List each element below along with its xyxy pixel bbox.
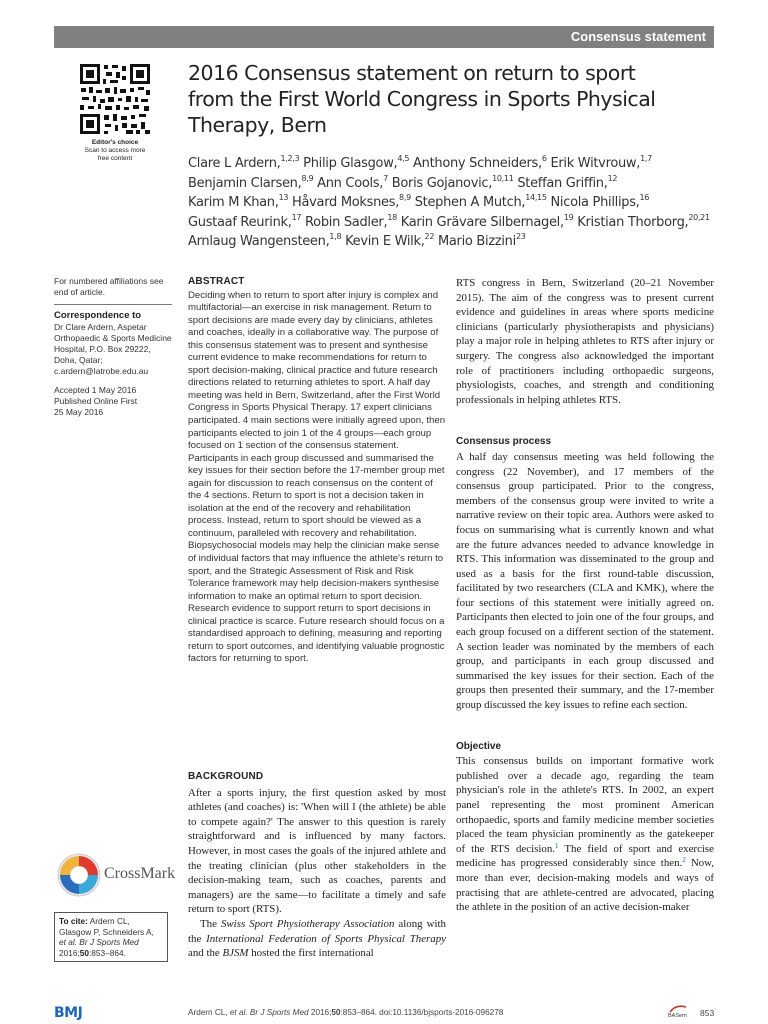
author-affiliation-ref[interactable]: 18 bbox=[387, 212, 397, 222]
basem-logo bbox=[668, 1004, 688, 1020]
author-affiliation-ref[interactable]: 19 bbox=[563, 212, 574, 222]
author-name: Stephen A Mutch, bbox=[414, 195, 526, 210]
correspondence-email[interactable]: c.ardern@latrobe.edu.au bbox=[54, 366, 149, 376]
qr-caption bbox=[62, 139, 168, 163]
affiliations-note: For numbered affiliations see end of article. bbox=[54, 276, 164, 297]
author-affiliation-ref[interactable]: 6 bbox=[541, 154, 547, 163]
author-affiliation-ref[interactable]: 1,7 bbox=[640, 154, 652, 163]
author-affiliation-ref[interactable]: 4,5 bbox=[397, 154, 410, 163]
author-list bbox=[188, 154, 716, 252]
article-title bbox=[188, 60, 708, 138]
section-banner bbox=[54, 26, 714, 48]
author-name: Karim M Khan, bbox=[188, 195, 279, 210]
author-name: Håvard Moksnes, bbox=[292, 195, 400, 210]
author-name: Robin Sadler, bbox=[305, 214, 388, 230]
basem-swoosh-icon bbox=[668, 1004, 688, 1013]
bmj-logo[interactable]: BMJ bbox=[54, 1005, 83, 1021]
citation-box: To cite: Ardern CL, Glasgow P, Schneiders A, et al. Br J Sports Med 2016;50:853–864. bbox=[54, 912, 168, 962]
reference-link[interactable]: 1 bbox=[555, 841, 559, 850]
page-number: 853 bbox=[700, 1008, 715, 1018]
intro-paragraph: RTS congress in Bern, Switzerland (20–21 November 2015). The aim of the congress was to present current evidence and guidelines in areas where sports medicine clinicians (particularly physiotherapists and physicians) play a major role in helping athletes to RTS after injury or surgery. The congress also acknowledged the important role of practitioners including orthopaedic surgeons, physiologists, coaches, and strength and conditioning professionals in helping athletes RTS. bbox=[456, 277, 714, 406]
background-paragraph: After a sports injury, the first question asked by most athletes (and coaches) is: 'When will I (the athlete) be able to compete again?' The answer to this question is rarely straightforward and is influenced by many factors. However, in most cases the goals of the injured athlete and the treating clinician (plus other stakeholders in the decision-making team, such as coaches, parents and managers) are the same—to facilitate a timely and safe return to sport (RTS). bbox=[188, 786, 446, 916]
abstract-heading: ABSTRACT bbox=[188, 276, 245, 287]
reference-link[interactable]: 2 bbox=[682, 856, 686, 865]
article-sidebar bbox=[54, 276, 172, 418]
qr-code-icon[interactable] bbox=[78, 62, 152, 136]
author-name: Boris Gojanovic, bbox=[391, 175, 493, 191]
divider bbox=[54, 304, 172, 305]
banner-label: Consensus statement bbox=[570, 29, 706, 44]
author-name: Arnlaug Wangensteen, bbox=[188, 234, 330, 249]
basem-logo-text: BASem bbox=[668, 1013, 687, 1019]
author-affiliation-ref[interactable]: 8,9 bbox=[301, 173, 314, 183]
author-affiliation-ref[interactable]: 22 bbox=[424, 232, 435, 241]
author-affiliation-ref[interactable]: 13 bbox=[278, 193, 289, 202]
author-affiliation-ref[interactable]: 16 bbox=[639, 193, 650, 202]
date-line: 25 May 2016 bbox=[54, 407, 104, 417]
consensus-process-heading: Consensus process bbox=[456, 436, 552, 448]
author-name: Benjamin Clarsen, bbox=[188, 175, 302, 191]
crossmark-icon bbox=[56, 852, 102, 898]
author-name: Kevin E Wilk, bbox=[345, 234, 425, 249]
correspondence-line: Hospital, P.O. Box 29222, bbox=[54, 344, 151, 354]
author-name: Gustaaf Reurink, bbox=[188, 214, 292, 230]
author-affiliation-ref[interactable]: 23 bbox=[515, 232, 526, 241]
author-name: Erik Witvrouw, bbox=[550, 156, 641, 171]
correspondence-line: Dr Clare Ardern, Aspetar bbox=[54, 322, 147, 332]
author-affiliation-ref[interactable]: 14,15 bbox=[525, 193, 547, 202]
background-section bbox=[188, 770, 446, 961]
author-affiliation-ref[interactable]: 1,2,3 bbox=[280, 154, 300, 163]
correspondence-title: Correspondence to bbox=[54, 310, 142, 321]
author-name: Karin Grävare Silbernagel, bbox=[400, 214, 564, 230]
author-name: Clare L Ardern, bbox=[188, 156, 281, 171]
correspondence-line: Doha, Qatar; bbox=[54, 355, 103, 365]
qr-caption-line: Scan to access more bbox=[84, 147, 146, 154]
citation-label: To cite: bbox=[59, 916, 88, 926]
author-affiliation-ref[interactable]: 7 bbox=[383, 173, 388, 183]
qr-caption-line: free content bbox=[97, 155, 133, 162]
background-heading: BACKGROUND bbox=[188, 771, 264, 782]
title-line: from the First World Congress in Sports Physical bbox=[188, 87, 656, 111]
author-affiliation-ref[interactable]: 12 bbox=[607, 173, 618, 183]
objective-heading: Objective bbox=[456, 740, 502, 752]
author-affiliation-ref[interactable]: 10,11 bbox=[492, 173, 514, 183]
crossmark-badge[interactable] bbox=[54, 848, 176, 904]
right-column bbox=[456, 276, 714, 915]
consensus-process-text: A half day consensus meeting was held following the congress (22 November), and 17 members of the consensus group participated. Prior to the congress, members of the consensus group were invited to write a narrative review on their topic area. Authors were asked to focus on summarising what is currently known and what are the future advances needed to advance knowledge in RTS. This information was disseminated to the group and used as a basis for the first round-table discussion, facilitated by two researchers (CLA and KMK), where the four sections of this statement were initially agreed on. Participants then elected to join one of the four groups, and each group focused on a different section of the statement. A section leader was nominated by the members of each group, and participants in each group discussed and summarised the key issues for their section. Each of the groups then presented their summary, and the 17-member group discussed the key issues to refine each section. bbox=[456, 450, 714, 712]
objective-text: This consensus builds on important formative work published over a decade ago, regarding the team physician's role in the athlete's RTS. In 2002, an expert panel representing the most prominent American orthopaedic, sports and family medicine member societies placed the team physician prominently as the gatekeeper of the RTS decision.$^1$ The field of sport and exercise medicine has progressed considerably since then.$^2$ Now, more than ever, decision-making models and ways of practising that are athlete-centred are advocated, placing the athlete in the position of an active decision-maker bbox=[456, 755, 715, 914]
date-line: Published Online First bbox=[54, 396, 138, 406]
author-affiliation-ref[interactable]: 20,21 bbox=[688, 212, 710, 222]
title-line: Therapy, Bern bbox=[188, 113, 327, 137]
qr-caption-line: Editor's choice bbox=[91, 139, 139, 146]
footer-citation: Ardern CL, et al. Br J Sports Med 2016;50:853–864. doi:10.1136/bjsports-2016-096278 bbox=[188, 1008, 504, 1017]
background-paragraph: The Swiss Sport Physiotherapy Association along with the International Federation of Sports Physical Therapy and the BJSM hosted the first international bbox=[188, 917, 446, 960]
author-affiliation-ref[interactable]: 17 bbox=[291, 212, 302, 222]
author-affiliation-ref[interactable]: 1,8 bbox=[329, 232, 342, 241]
author-name: Steffan Griffin, bbox=[517, 175, 608, 191]
crossmark-label: CrossMark bbox=[104, 865, 176, 882]
author-name: Anthony Schneiders, bbox=[413, 156, 542, 171]
author-name: Nicola Phillips, bbox=[550, 195, 640, 210]
author-name: Mario Bizzini bbox=[437, 234, 516, 249]
abstract-section bbox=[188, 276, 446, 666]
author-affiliation-ref[interactable]: 8,9 bbox=[399, 193, 411, 202]
date-line: Accepted 1 May 2016 bbox=[54, 385, 137, 395]
author-name: Philip Glasgow, bbox=[303, 156, 398, 171]
author-name: Ann Cools, bbox=[317, 175, 384, 191]
title-line: 2016 Consensus statement on return to sport bbox=[188, 61, 636, 85]
abstract-text: Deciding when to return to sport after injury is complex and multifactorial—an exercise in risk management. Return to sport decisions are made every day by clinicians, athletes and coaches, ideally in a collaborative way. The purpose of this consensus statement was to present and synthesise current evidence to make recommendations for return to sport decision-making, clinical practice and future research directions related to returning athletes to sport. A half day meeting was held in Bern, Switzerland, after the First World Congress in Sports Physical Therapy. 17 expert clinicians participated. 4 main sections were initially agreed upon, then participants elected to join 1 of the 4 groups—each group focused on 1 section of the consensus statement. Participants in each group discussed and summarised the key issues for their section before the 17-member group met again for discussion to reach consensus on the content of the 4 sections. Return to sport is not a decision taken in isolation at the end of the recovery and rehabilitation process. Instead, return to sport should be viewed as a continuum, paralleled with recovery and rehabilitation. Biopsychosocial models may help the clinician make sense of individual factors that may influence the athlete's return to sport, and the Strategic Assessment of Risk and Risk Tolerance framework may help decision-makers synthesise information to make an optimal return to sport decision. Research evidence to support return to sport decisions in clinical practice is scarce. Future research should focus on a standardised approach to defining, measuring and reporting return to sport outcomes, and identifying valuable prognostic factors for returning to sport. bbox=[188, 289, 446, 665]
author-name: Kristian Thorborg, bbox=[577, 214, 689, 230]
correspondence-line: Orthopaedic & Sports Medicine bbox=[54, 333, 172, 343]
